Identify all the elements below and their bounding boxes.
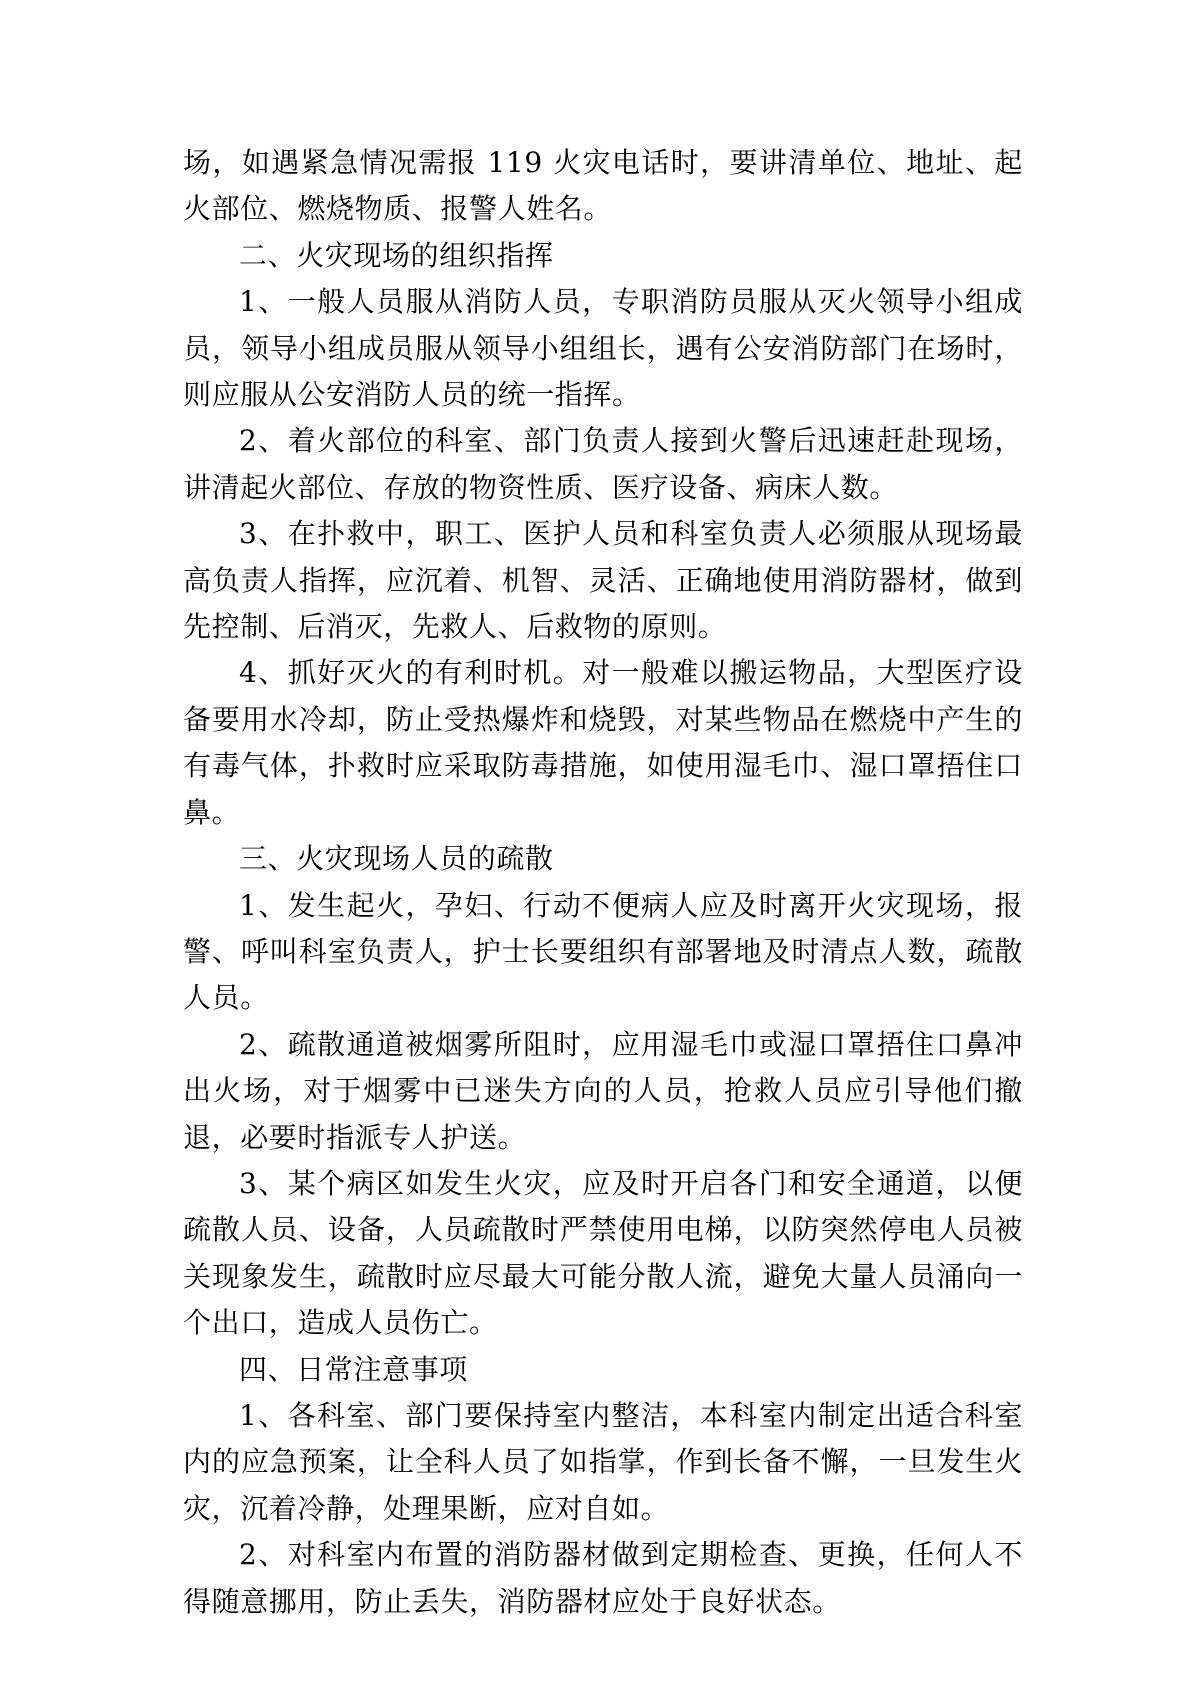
paragraph: 4、抓好灭火的有利时机。对一般难以搬运物品，大型医疗设备要用水冷却，防止受热爆炸和烧毁，对某些物品在燃烧中产生的有毒气体，扑救时应采取防毒措施，如使用湿毛巾、湿口罩捂住口鼻。 — [183, 656, 1023, 829]
document-page — [183, 140, 1023, 1625]
paragraph: 3、在扑救中，职工、医护人员和科室负责人必须服从现场最高负责人指挥，应沉着、机智、灵活、正确地使用消防器材，做到先控制、后消灭，先救人、后救物的原则。 — [183, 517, 1023, 644]
paragraph: 1、一般人员服从消防人员，专职消防员服从灭火领导小组成员，领导小组成员服从领导小组组长，遇有公安消防部门在场时，则应服从公安消防人员的统一指挥。 — [183, 285, 1023, 412]
paragraph: 2、对科室内布置的消防器材做到定期检查、更换，任何人不得随意挪用，防止丢失，消防器材应处于良好状态。 — [183, 1538, 1023, 1618]
section-heading-4: 四、日常注意事项 — [239, 1352, 468, 1386]
paragraph: 2、着火部位的科室、部门负责人接到火警后迅速赶赴现场，讲清起火部位、存放的物资性质、医疗设备、病床人数。 — [183, 424, 1023, 504]
section-heading-2: 二、火灾现场的组织指挥 — [239, 238, 554, 272]
section-heading-3: 三、火灾现场人员的疏散 — [239, 842, 554, 876]
paragraph: 1、各科室、部门要保持室内整洁，本科室内制定出适合科室内的应急预案，让全科人员了如指掌，作到长备不懈，一旦发生火灾，沉着冷静，处理果断，应对自如。 — [183, 1398, 1023, 1525]
paragraph: 2、疏散通道被烟雾所阻时，应用湿毛巾或湿口罩捂住口鼻冲出火场，对于烟雾中已迷失方向的人员，抢救人员应引导他们撤退，必要时指派专人护送。 — [183, 1027, 1023, 1154]
paragraph: 1、发生起火，孕妇、行动不便病人应及时离开火灾现场，报警、呼叫科室负责人，护士长要组织有部署地及时清点人数，疏散人员。 — [183, 888, 1023, 1015]
paragraph-continuation: 场，如遇紧急情况需报 119 火灾电话时，要讲清单位、地址、起火部位、燃烧物质、报警人姓名。 — [183, 146, 1023, 226]
paragraph: 3、某个病区如发生火灾，应及时开启各门和安全通道，以便疏散人员、设备，人员疏散时严禁使用电梯，以防突然停电人员被关现象发生，疏散时应尽最大可能分散人流，避免大量人员涌向一个出口，造成人员伤亡。 — [183, 1166, 1023, 1340]
